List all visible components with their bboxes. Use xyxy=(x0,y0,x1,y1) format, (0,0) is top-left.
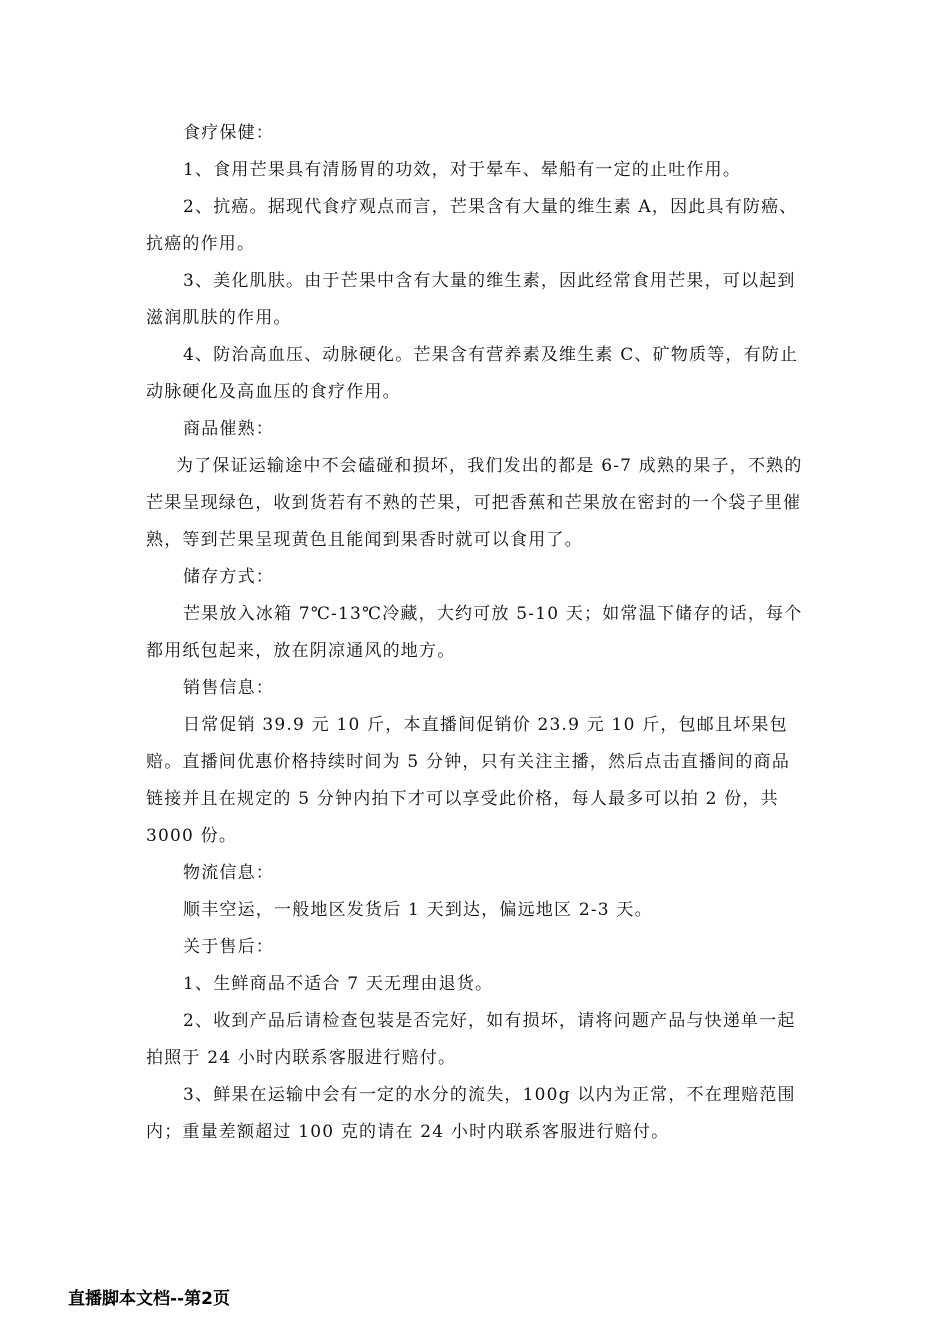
sales-body: 日常促销 39.9 元 10 斤，本直播间促销价 23.9 元 10 斤，包邮且坏果包赔。直播间优惠价格持续时间为 5 分钟，只有关注主播，然后点击直播间的商品链接并且在规定的 5 分钟内拍下才可以享受此价格，每人最多可以拍 2 份，共 3000 份。 xyxy=(146,715,791,846)
document-body xyxy=(146,115,806,1151)
diet-item-4: 4、防治高血压、动脉硬化。芒果含有营养素及维生素 C、矿物质等，有防止动脉硬化及高血压的食疗作用。 xyxy=(146,345,799,402)
storage-body: 芒果放入冰箱 7℃-13℃冷藏，大约可放 5-10 天；如常温下储存的话，每个都用纸包起来，放在阴凉通风的地方。 xyxy=(146,604,803,661)
aftersales-item-2: 2、收到产品后请检查包装是否完好，如有损坏，请将问题产品与快递单一起拍照于 24 小时内联系客服进行赔付。 xyxy=(146,1011,796,1068)
aftersales-item-3: 3、鲜果在运输中会有一定的水分的流失，100g 以内为正常，不在理赔范围内；重量差额超过 100 克的请在 24 小时内联系客服进行赔付。 xyxy=(146,1085,796,1142)
diet-item-1: 1、食用芒果具有清肠胃的功效，对于晕车、晕船有一定的止吐作用。 xyxy=(183,160,742,180)
page-footer: 直播脚本文档--第2页 xyxy=(68,1289,230,1309)
section-heading-sales: 销售信息： xyxy=(183,678,274,698)
section-heading-aftersales: 关于售后： xyxy=(183,937,274,957)
section-heading-logistics: 物流信息： xyxy=(183,863,274,883)
section-heading-ripening: 商品催熟： xyxy=(183,419,274,439)
diet-item-3: 3、美化肌肤。由于芒果中含有大量的维生素，因此经常食用芒果，可以起到滋润肌肤的作用。 xyxy=(146,271,796,328)
diet-item-2: 2、抗癌。据现代食疗观点而言，芒果含有大量的维生素 A，因此具有防癌、抗癌的作用。 xyxy=(146,197,798,254)
logistics-body: 顺丰空运，一般地区发货后 1 天到达，偏远地区 2-3 天。 xyxy=(183,900,653,920)
ripening-body: 为了保证运输途中不会磕碰和损坏，我们发出的都是 6-7 成熟的果子，不熟的芒果呈现绿色，收到货若有不熟的芒果，可把香蕉和芒果放在密封的一个袋子里催熟，等到芒果呈现黄色且能闻到果香时就可以食用了。 xyxy=(146,456,803,550)
section-heading-diet: 食疗保健： xyxy=(183,123,274,143)
aftersales-item-1: 1、生鲜商品不适合 7 天无理由退货。 xyxy=(183,974,494,994)
section-heading-storage: 储存方式： xyxy=(183,567,274,587)
